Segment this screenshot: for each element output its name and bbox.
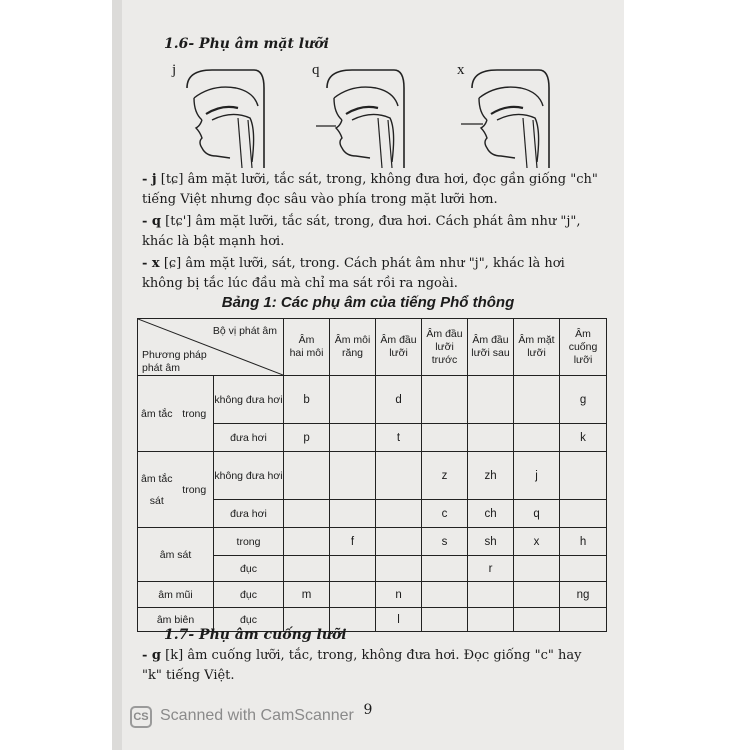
table-cell: j — [514, 452, 560, 500]
table-cell — [422, 424, 468, 452]
row-label: đục — [214, 608, 284, 632]
table-cell — [376, 556, 422, 582]
row-group-label: âm tắc sát — [138, 452, 176, 528]
table-header-row — [138, 319, 607, 376]
table-cell — [514, 424, 560, 452]
column-header: Âm đầu lưỡi — [376, 319, 422, 376]
table-cell: x — [514, 528, 560, 556]
phoneme-lead: - j — [142, 172, 157, 187]
corner-top-label: Bộ vị phát âm — [212, 325, 278, 337]
table-title: Bảng 1: Các phụ âm của tiếng Phổ thông — [221, 294, 515, 311]
paragraph-q — [142, 212, 604, 252]
row-label: không đưa hơi — [214, 376, 284, 424]
row-label: đưa hơi — [214, 500, 284, 528]
table-cell — [284, 556, 330, 582]
table-cell — [422, 582, 468, 608]
table-cell — [514, 608, 560, 632]
table-cell — [560, 500, 607, 528]
row-label: không đưa hơi — [214, 452, 284, 500]
page-number: 9 — [363, 702, 373, 718]
row-label: đục — [214, 582, 284, 608]
table-cell — [376, 500, 422, 528]
section-heading-1-7: 1.7- Phụ âm cuống lưỡi — [164, 627, 347, 643]
column-header: Âm đầu lưỡi sau — [468, 319, 514, 376]
table-cell: k — [560, 424, 607, 452]
row-group-label: âm tắc — [138, 376, 176, 452]
table-cell: f — [330, 528, 376, 556]
ipa-notation: [ɕ] — [163, 256, 182, 271]
table-cell: t — [376, 424, 422, 452]
table-cell: d — [376, 376, 422, 424]
table-cell — [560, 452, 607, 500]
phoneme-lead: - x — [142, 256, 160, 271]
table-cell: zh — [468, 452, 514, 500]
table-cell — [376, 528, 422, 556]
mouth-profile-icon — [312, 58, 412, 178]
table-cell — [330, 452, 376, 500]
table-cell: q — [514, 500, 560, 528]
consonant-table — [137, 318, 607, 632]
page-shadow — [112, 0, 122, 750]
table-corner-header — [138, 319, 284, 376]
table-cell — [560, 556, 607, 582]
camscanner-logo: CS — [130, 706, 152, 728]
table-cell: ng — [560, 582, 607, 608]
table-cell — [514, 556, 560, 582]
phoneme-lead: - g — [142, 648, 162, 663]
table-cell: p — [284, 424, 330, 452]
table-cell: z — [422, 452, 468, 500]
row-label: trong — [214, 528, 284, 556]
table-cell — [468, 424, 514, 452]
table-row — [138, 582, 607, 608]
table-cell — [330, 376, 376, 424]
table-cell — [468, 608, 514, 632]
table-cell: g — [560, 376, 607, 424]
table-cell — [330, 556, 376, 582]
table-cell — [376, 452, 422, 500]
row-group-label: âm sát — [138, 528, 214, 582]
table-cell: r — [468, 556, 514, 582]
column-header: Âm môi răng — [330, 319, 376, 376]
paragraph-text: âm cuống lưỡi, tắc, trong, không đưa hơi. Đọc giống "c" hay "k" tiếng Việt. — [142, 648, 582, 683]
figure-x — [457, 58, 557, 178]
ipa-notation: [tɕ'] — [165, 214, 192, 229]
paragraph-g — [142, 646, 604, 686]
book-page — [112, 0, 624, 750]
table-cell: n — [376, 582, 422, 608]
paragraph-text: âm mặt lưỡi, tắc sát, trong, đưa hơi. Cách phát âm như "j", khác là bật mạnh hơi. — [142, 214, 581, 249]
table-cell — [560, 608, 607, 632]
table-cell: c — [422, 500, 468, 528]
table-cell: l — [376, 608, 422, 632]
table-cell — [422, 376, 468, 424]
figure-q — [312, 58, 412, 178]
table-cell — [330, 582, 376, 608]
table-cell — [468, 582, 514, 608]
row-label: đưa hơi — [214, 424, 284, 452]
ipa-notation: [tɕ] — [160, 172, 184, 187]
table-cell: s — [422, 528, 468, 556]
table-cell — [422, 608, 468, 632]
row-subgroup-label: trong — [176, 452, 214, 528]
column-header: Âm đầu lưỡi trước — [422, 319, 468, 376]
figure-label-j: j — [172, 62, 177, 78]
mouth-profile-icon — [457, 58, 557, 178]
row-group-label: âm mũi — [138, 582, 214, 608]
section-heading-1-6: 1.6- Phụ âm mặt lưỡi — [164, 36, 329, 52]
phoneme-lead: - q — [142, 214, 162, 229]
corner-bottom-label: Phương pháp phát âm — [142, 349, 207, 374]
figure-j — [172, 58, 272, 178]
table-cell — [284, 500, 330, 528]
table-cell — [330, 424, 376, 452]
table-cell — [330, 500, 376, 528]
paragraph-x — [142, 254, 604, 294]
paragraph-text: âm mặt lưỡi, sát, trong. Cách phát âm như "j", khác là hơi không bị tắc lúc đầu mà chỉ ma sát rồi ra ngoài. — [142, 256, 565, 291]
row-label: đục — [214, 556, 284, 582]
table-cell — [468, 376, 514, 424]
column-header: Âm mặt lưỡi — [514, 319, 560, 376]
paragraph-text: âm mặt lưỡi, tắc sát, trong, không đưa hơi, đọc gần giống "ch" tiếng Việt nhưng đọc sâu vào phía trong mặt lưỡi hơn. — [142, 172, 598, 207]
table-cell: ch — [468, 500, 514, 528]
mouth-profile-icon — [172, 58, 272, 178]
row-group-label: âm biên — [138, 608, 214, 632]
table-cell: h — [560, 528, 607, 556]
paragraph-j — [142, 170, 604, 210]
figure-label-q: q — [312, 62, 320, 78]
watermark-text: Scanned with CamScanner — [160, 707, 354, 724]
table-cell — [514, 582, 560, 608]
row-subgroup-label: trong — [176, 376, 214, 452]
table-row — [138, 376, 607, 424]
table-cell: m — [284, 582, 330, 608]
table-cell: sh — [468, 528, 514, 556]
table-row — [138, 528, 607, 556]
table-cell — [284, 528, 330, 556]
table-cell — [514, 376, 560, 424]
table-cell: b — [284, 376, 330, 424]
column-header: Âm cuống lưỡi — [560, 319, 607, 376]
table-cell — [284, 452, 330, 500]
column-header: Âm hai môi — [284, 319, 330, 376]
figure-label-x: x — [457, 62, 465, 78]
table-cell — [422, 556, 468, 582]
table-row — [138, 452, 607, 500]
ipa-notation: [k] — [165, 648, 184, 663]
